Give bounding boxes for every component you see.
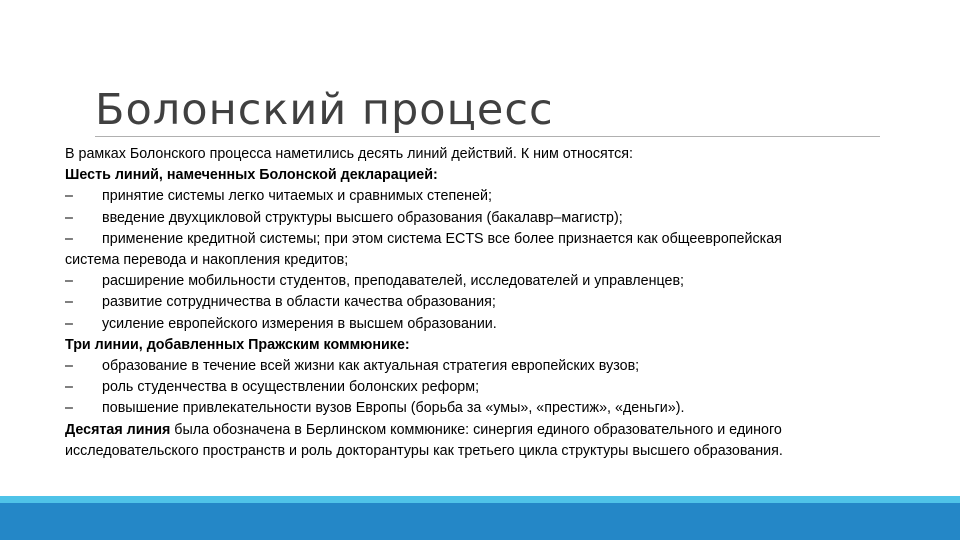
list-item: [65, 314, 915, 335]
tenth-line-text-continuation: исследовательского пространств и роль докторантуры как третьего цикла структуры высшего образования.: [65, 442, 783, 459]
list-item-text: развитие сотрудничества в области качества образования;: [102, 294, 496, 311]
list-item-text: образование в течение всей жизни как актуальная стратегия европейских вузов;: [102, 358, 640, 375]
title-underline: [95, 136, 880, 137]
dash-bullet: –: [65, 400, 73, 417]
list-item-text: введение двухцикловой структуры высшего образования (бакалавр–магистр);: [102, 209, 623, 226]
footer-bar: [0, 503, 960, 540]
six-lines-heading: Шесть линий, намеченных Болонской декларацией:: [65, 167, 438, 184]
list-item-text: усиление европейского измерения в высшем образовании.: [102, 315, 497, 332]
list-item-text: роль студенчества в осуществлении болонских реформ;: [102, 379, 480, 396]
list-item-continuation: система перевода и накопления кредитов;: [65, 252, 349, 269]
list-item-text: повышение привлекательности вузов Европы (борьба за «умы», «престиж», «деньги»).: [102, 400, 685, 417]
dash-bullet: –: [65, 358, 73, 375]
list-item-text: принятие системы легко читаемых и сравнимых степеней;: [102, 188, 492, 205]
tenth-line-label: Десятая линия: [65, 421, 171, 438]
list-item: [65, 208, 915, 229]
dash-bullet: –: [65, 273, 73, 290]
slide-body: [65, 144, 915, 462]
dash-bullet: –: [65, 294, 73, 311]
dash-bullet: –: [65, 188, 73, 205]
dash-bullet: –: [65, 315, 73, 332]
list-item: [65, 377, 915, 398]
list-item-text: применение кредитной системы; при этом система ECTS все более признается как общеевропейская: [102, 230, 782, 247]
list-item: [65, 229, 915, 250]
tenth-line-paragraph: [65, 420, 915, 441]
dash-bullet: –: [65, 209, 73, 226]
intro-text: В рамках Болонского процесса наметились десять линий действий. К ним относятся:: [65, 146, 633, 162]
tenth-line-text: была обозначена в Берлинском коммюнике: синергия единого образовательного и единого: [170, 421, 782, 438]
list-item: [65, 356, 915, 377]
list-item-text: расширение мобильности студентов, преподавателей, исследователей и управленцев;: [102, 273, 685, 290]
list-item: [65, 398, 915, 419]
three-lines-heading: Три линии, добавленных Пражским коммюнике:: [65, 336, 410, 353]
dash-bullet: –: [65, 230, 73, 247]
list-item: [65, 186, 915, 207]
slide-title: Болонский процесс: [95, 85, 554, 135]
footer-accent-stripe: [0, 496, 960, 503]
dash-bullet: –: [65, 379, 73, 396]
list-item: [65, 292, 915, 313]
list-item: [65, 271, 915, 292]
